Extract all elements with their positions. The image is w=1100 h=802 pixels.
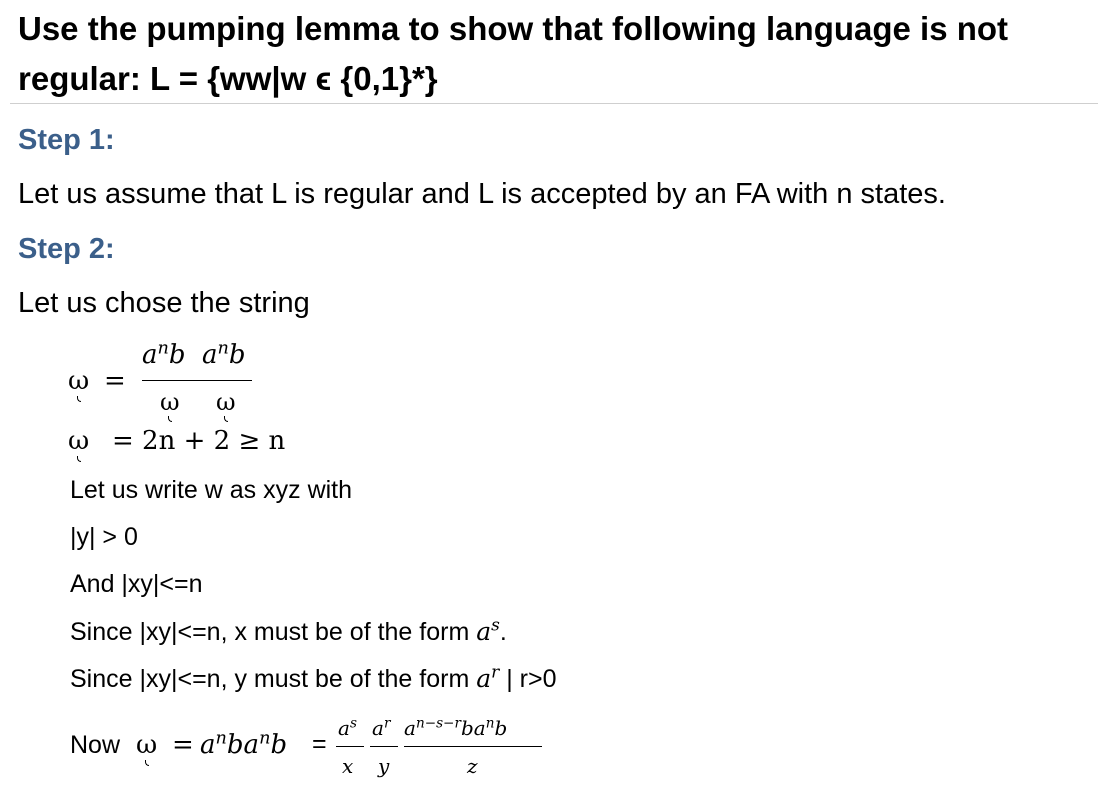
z-part: $a^{n-s-r}ba^nb$ xyxy=(404,715,508,740)
string-expression: $a^nba^nb$ xyxy=(200,728,288,760)
step-1-text: Let us assume that L is regular and L is accepted by an FA with n states. xyxy=(18,178,946,210)
numerator-first-w: $a^nb$ xyxy=(142,338,186,370)
title-divider xyxy=(10,103,1098,104)
x-bar xyxy=(336,746,364,747)
omega-under-second: ω xyxy=(216,388,236,416)
step-1-label: Step 1: xyxy=(18,124,115,156)
x-label: x xyxy=(342,754,354,778)
line-xy-condition: And |xy|<=n xyxy=(70,570,203,598)
z-label: z xyxy=(467,754,478,778)
equals-sign: = xyxy=(172,730,194,760)
line-x-form: Since |xy|<=n, x must be of the form $a^s$. xyxy=(70,615,507,646)
y-label: y xyxy=(378,754,390,778)
x-part: $a^s$ xyxy=(338,715,357,740)
fraction-bar xyxy=(142,380,252,381)
length-expression: = 2n + 2 ≥ n xyxy=(112,426,286,456)
step-2-text: Let us chose the string xyxy=(18,287,310,319)
step-2-label: Step 2: xyxy=(18,233,115,265)
line-y-condition: |y| > 0 xyxy=(70,523,138,551)
equals-sign: = xyxy=(104,366,126,396)
numerator-second-w: $a^nb$ xyxy=(202,338,246,370)
y-bar xyxy=(370,746,398,747)
now-label: Now xyxy=(70,731,121,759)
omega-symbol: ω xyxy=(136,730,158,760)
line-write-xyz: Let us write w as xyz with xyxy=(70,476,353,504)
omega-symbol: ω xyxy=(68,366,90,396)
z-bar xyxy=(404,746,542,747)
omega-under-first: ω xyxy=(160,388,180,416)
question-title: Use the pumping lemma to show that following language is not regular: L = {ww|w ϵ {0,1}*} xyxy=(18,10,1009,97)
equals-sign-2: = xyxy=(312,730,327,758)
y-part: $a^r$ xyxy=(372,715,391,740)
omega-symbol: ω xyxy=(68,426,90,456)
line-y-form: Since |xy|<=n, y must be of the form $a^r$ | r>0 xyxy=(70,662,557,693)
